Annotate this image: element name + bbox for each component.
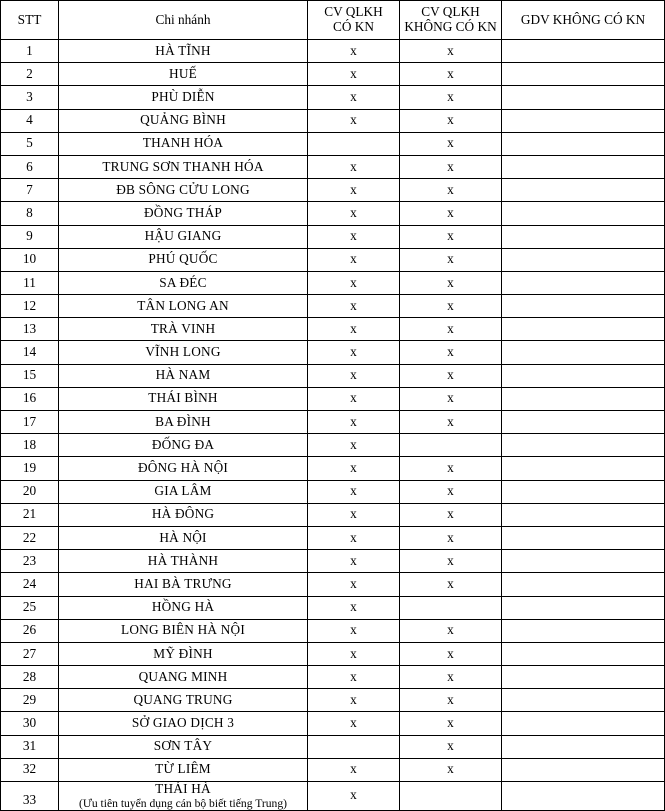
branch-name: ĐỒNG THÁP xyxy=(143,204,223,220)
branch-name-cell xyxy=(59,248,308,271)
table-row xyxy=(1,132,665,155)
row-index-cell: 19 xyxy=(1,457,59,480)
row-index-cell: 29 xyxy=(1,689,59,712)
mark-cell-gdv-no-kn xyxy=(502,457,665,480)
header-line: CÓ KN xyxy=(332,19,374,34)
branch-name-cell xyxy=(59,735,308,758)
branch-name-cell xyxy=(59,758,308,781)
mark-cell-gdv-no-kn xyxy=(502,434,665,457)
mark-cell-cv-no-kn: x xyxy=(400,202,502,225)
mark-cell-cv-no-kn: x xyxy=(400,387,502,410)
mark-cell-cv-kn: x xyxy=(308,503,400,526)
mark-cell-cv-kn: x xyxy=(308,295,400,318)
mark-cell-cv-kn: x xyxy=(308,364,400,387)
mark-cell-gdv-no-kn xyxy=(502,225,665,248)
branch-name-cell xyxy=(59,387,308,410)
branch-name: QUẢNG BÌNH xyxy=(140,112,226,128)
mark-cell-cv-kn: x xyxy=(308,86,400,109)
branch-name: ĐỐNG ĐA xyxy=(151,436,215,452)
mark-cell-gdv-no-kn xyxy=(502,689,665,712)
branch-name-cell xyxy=(59,526,308,549)
row-index-cell: 23 xyxy=(1,550,59,573)
branch-name: SƠN TÂY xyxy=(153,738,213,754)
table-row xyxy=(1,155,665,178)
row-index-cell: 2 xyxy=(1,63,59,86)
table-row xyxy=(1,63,665,86)
branch-name-cell xyxy=(59,155,308,178)
mark-cell-gdv-no-kn xyxy=(502,318,665,341)
branch-name-cell xyxy=(59,573,308,596)
mark-cell-cv-no-kn: x xyxy=(400,341,502,364)
branch-name: THANH HÓA xyxy=(142,135,224,151)
table-row xyxy=(1,666,665,689)
mark-cell-cv-no-kn: x xyxy=(400,364,502,387)
branch-name-cell xyxy=(59,109,308,132)
mark-cell-gdv-no-kn xyxy=(502,248,665,271)
mark-cell-cv-kn: x xyxy=(308,109,400,132)
mark-cell-cv-kn: x xyxy=(308,480,400,503)
branch-name: QUANG MINH xyxy=(138,668,228,684)
table-row xyxy=(1,434,665,457)
mark-cell-gdv-no-kn xyxy=(502,411,665,434)
mark-cell-cv-no-kn: x xyxy=(400,411,502,434)
mark-cell-cv-kn: x xyxy=(308,619,400,642)
row-index-cell: 9 xyxy=(1,225,59,248)
mark-cell-cv-no-kn: x xyxy=(400,735,502,758)
branch-name-cell xyxy=(59,364,308,387)
column-header-stt xyxy=(1,1,59,40)
mark-cell-gdv-no-kn xyxy=(502,503,665,526)
table-row xyxy=(1,109,665,132)
mark-cell-gdv-no-kn xyxy=(502,619,665,642)
branch-name: HUẾ xyxy=(169,65,197,81)
column-header-cv-qlkh-khong-co-kn xyxy=(400,1,502,40)
branch-name-cell xyxy=(59,295,308,318)
branch-name: SỞ GIAO DỊCH 3 xyxy=(131,715,235,731)
branch-name-cell xyxy=(59,712,308,735)
branch-name: SA ĐÉC xyxy=(159,274,207,290)
header-line: STT xyxy=(17,11,42,27)
branch-name-cell xyxy=(59,271,308,294)
mark-cell-gdv-no-kn xyxy=(502,295,665,318)
row-index-cell: 21 xyxy=(1,503,59,526)
mark-cell-cv-no-kn: x xyxy=(400,526,502,549)
mark-cell-cv-no-kn: x xyxy=(400,271,502,294)
mark-cell-gdv-no-kn xyxy=(502,155,665,178)
table-row xyxy=(1,179,665,202)
row-index-cell: 8 xyxy=(1,202,59,225)
table-row xyxy=(1,782,665,811)
row-index-cell: 4 xyxy=(1,109,59,132)
mark-cell-cv-kn: x xyxy=(308,550,400,573)
branch-name: TRUNG SƠN THANH HÓA xyxy=(102,158,264,174)
branch-name: PHÙ DIỄN xyxy=(151,89,215,105)
branch-name: HÀ TĨNH xyxy=(155,42,211,58)
row-index-cell: 5 xyxy=(1,132,59,155)
mark-cell-cv-kn: x xyxy=(308,179,400,202)
mark-cell-cv-no-kn: x xyxy=(400,63,502,86)
branch-name: ĐB SÔNG CỬU LONG xyxy=(116,181,250,197)
mark-cell-cv-kn: x xyxy=(308,642,400,665)
mark-cell-gdv-no-kn xyxy=(502,40,665,63)
mark-cell-gdv-no-kn xyxy=(502,758,665,781)
mark-cell-gdv-no-kn xyxy=(502,596,665,619)
table-row xyxy=(1,40,665,63)
mark-cell-cv-kn: x xyxy=(308,248,400,271)
mark-cell-gdv-no-kn xyxy=(502,202,665,225)
mark-cell-gdv-no-kn xyxy=(502,735,665,758)
branch-name: LONG BIÊN HÀ NỘI xyxy=(121,622,245,638)
table-row xyxy=(1,735,665,758)
mark-cell-cv-no-kn: x xyxy=(400,758,502,781)
mark-cell-cv-kn: x xyxy=(308,63,400,86)
row-index-cell: 13 xyxy=(1,318,59,341)
mark-cell-cv-no-kn: x xyxy=(400,573,502,596)
row-index-cell: 31 xyxy=(1,735,59,758)
mark-cell-cv-kn: x xyxy=(308,318,400,341)
branch-name-cell xyxy=(59,480,308,503)
branch-name: THÁI HÀ xyxy=(155,781,211,796)
mark-cell-gdv-no-kn xyxy=(502,341,665,364)
mark-cell-cv-kn: x xyxy=(308,202,400,225)
mark-cell-gdv-no-kn xyxy=(502,132,665,155)
mark-cell-gdv-no-kn xyxy=(502,642,665,665)
branch-name: TÂN LONG AN xyxy=(137,297,229,313)
mark-cell-cv-kn: x xyxy=(308,712,400,735)
header-line: CV QLKH xyxy=(324,4,383,20)
row-index-cell: 10 xyxy=(1,248,59,271)
mark-cell-cv-no-kn: x xyxy=(400,457,502,480)
branch-name: MỸ ĐÌNH xyxy=(153,645,213,661)
mark-cell-cv-no-kn: x xyxy=(400,712,502,735)
row-index-cell: 32 xyxy=(1,758,59,781)
table-row xyxy=(1,341,665,364)
mark-cell-cv-kn: x xyxy=(308,271,400,294)
header-line: GDV KHÔNG CÓ KN xyxy=(520,11,646,27)
branch-name-cell xyxy=(59,666,308,689)
mark-cell-cv-kn: x xyxy=(308,526,400,549)
mark-cell-cv-kn: x xyxy=(308,225,400,248)
branch-name-cell xyxy=(59,434,308,457)
branch-name: GIA LÂM xyxy=(154,483,212,499)
branch-name-cell xyxy=(59,341,308,364)
mark-cell-gdv-no-kn xyxy=(502,86,665,109)
mark-cell-cv-no-kn xyxy=(400,782,502,811)
table-row xyxy=(1,318,665,341)
branch-name: HÀ NAM xyxy=(155,367,211,383)
branch-name-cell xyxy=(59,503,308,526)
mark-cell-cv-no-kn: x xyxy=(400,642,502,665)
table-row xyxy=(1,295,665,318)
mark-cell-gdv-no-kn xyxy=(502,782,665,811)
branch-name-cell xyxy=(59,596,308,619)
row-index-cell: 1 xyxy=(1,40,59,63)
branch-name-cell xyxy=(59,318,308,341)
branch-name-cell xyxy=(59,550,308,573)
mark-cell-cv-kn: x xyxy=(308,457,400,480)
mark-cell-cv-no-kn: x xyxy=(400,248,502,271)
branch-note: (Ưu tiên tuyển dụng cán bộ biết tiếng Trung) xyxy=(79,796,287,810)
mark-cell-cv-no-kn: x xyxy=(400,179,502,202)
branch-name: HẬU GIANG xyxy=(144,228,222,244)
mark-cell-cv-no-kn: x xyxy=(400,40,502,63)
row-index-cell: 6 xyxy=(1,155,59,178)
mark-cell-gdv-no-kn xyxy=(502,526,665,549)
mark-cell-cv-kn xyxy=(308,735,400,758)
branch-name-cell xyxy=(59,642,308,665)
branch-name: THÁI BÌNH xyxy=(148,390,218,406)
mark-cell-cv-no-kn: x xyxy=(400,86,502,109)
table-row xyxy=(1,480,665,503)
mark-cell-gdv-no-kn xyxy=(502,63,665,86)
mark-cell-cv-kn: x xyxy=(308,411,400,434)
branch-name: HAI BÀ TRƯNG xyxy=(134,575,232,591)
branch-name-cell xyxy=(59,86,308,109)
column-header-gdv-khong-co-kn xyxy=(502,1,665,40)
row-index-cell: 16 xyxy=(1,387,59,410)
column-header-cv-qlkh-co-kn xyxy=(308,1,400,40)
branch-name: TỪ LIÊM xyxy=(155,761,211,777)
table-row xyxy=(1,225,665,248)
row-index-cell: 26 xyxy=(1,619,59,642)
mark-cell-cv-no-kn: x xyxy=(400,480,502,503)
branch-name-cell xyxy=(59,202,308,225)
mark-cell-gdv-no-kn xyxy=(502,271,665,294)
branch-name-cell xyxy=(59,225,308,248)
mark-cell-cv-no-kn: x xyxy=(400,689,502,712)
header-line: Chi nhánh xyxy=(155,11,211,27)
mark-cell-cv-kn: x xyxy=(308,387,400,410)
branch-name: HÀ THÀNH xyxy=(147,552,219,568)
mark-cell-cv-no-kn: x xyxy=(400,132,502,155)
branch-name-cell xyxy=(59,689,308,712)
mark-cell-cv-no-kn: x xyxy=(400,318,502,341)
table-row xyxy=(1,573,665,596)
row-index-cell: 3 xyxy=(1,86,59,109)
mark-cell-cv-kn: x xyxy=(308,341,400,364)
branch-name: QUANG TRUNG xyxy=(133,691,233,707)
header-row xyxy=(1,1,665,40)
table-row xyxy=(1,526,665,549)
mark-cell-cv-kn: x xyxy=(308,782,400,811)
mark-cell-cv-kn xyxy=(308,132,400,155)
branch-name-cell xyxy=(59,411,308,434)
mark-cell-gdv-no-kn xyxy=(502,387,665,410)
row-index-cell: 18 xyxy=(1,434,59,457)
branch-name: BA ĐÌNH xyxy=(155,413,211,429)
branch-name: TRÀ VINH xyxy=(150,320,216,336)
table-header xyxy=(1,1,665,40)
row-index-cell: 15 xyxy=(1,364,59,387)
row-index-cell: 14 xyxy=(1,341,59,364)
row-index-cell: 25 xyxy=(1,596,59,619)
mark-cell-cv-kn: x xyxy=(308,40,400,63)
row-index-cell: 17 xyxy=(1,411,59,434)
table-row xyxy=(1,411,665,434)
header-line: CV QLKH xyxy=(421,4,480,20)
header-line: KHÔNG CÓ KN xyxy=(404,19,497,34)
column-header-branch xyxy=(59,1,308,40)
mark-cell-cv-no-kn: x xyxy=(400,619,502,642)
row-index-cell: 27 xyxy=(1,642,59,665)
table-row xyxy=(1,364,665,387)
branch-name: VĨNH LONG xyxy=(145,344,221,360)
mark-cell-cv-no-kn: x xyxy=(400,550,502,573)
row-index-cell: 12 xyxy=(1,295,59,318)
branch-name: PHÚ QUỐC xyxy=(148,251,218,267)
row-index-cell: 11 xyxy=(1,271,59,294)
row-index-cell: 28 xyxy=(1,666,59,689)
branch-name-cell xyxy=(59,132,308,155)
branch-name-cell xyxy=(59,619,308,642)
branch-name: HÀ ĐÔNG xyxy=(151,506,215,522)
mark-cell-gdv-no-kn xyxy=(502,480,665,503)
mark-cell-gdv-no-kn xyxy=(502,550,665,573)
row-index-cell: 24 xyxy=(1,573,59,596)
mark-cell-cv-kn: x xyxy=(308,596,400,619)
branch-name: HỒNG HÀ xyxy=(151,599,215,615)
row-index-cell: 20 xyxy=(1,480,59,503)
row-index-cell: 7 xyxy=(1,179,59,202)
branch-name: ĐÔNG HÀ NỘI xyxy=(137,460,229,476)
table-row xyxy=(1,248,665,271)
mark-cell-cv-kn: x xyxy=(308,155,400,178)
table-row xyxy=(1,503,665,526)
mark-cell-cv-no-kn: x xyxy=(400,155,502,178)
mark-cell-cv-no-kn xyxy=(400,596,502,619)
branch-name-cell xyxy=(59,179,308,202)
mark-cell-gdv-no-kn xyxy=(502,666,665,689)
table-row xyxy=(1,642,665,665)
mark-cell-cv-no-kn: x xyxy=(400,666,502,689)
table-row xyxy=(1,86,665,109)
branch-name-cell xyxy=(59,40,308,63)
branch-name: HÀ NỘI xyxy=(159,529,207,545)
mark-cell-cv-kn: x xyxy=(308,758,400,781)
table-row xyxy=(1,202,665,225)
mark-cell-gdv-no-kn xyxy=(502,712,665,735)
table-row xyxy=(1,387,665,410)
table-row xyxy=(1,619,665,642)
table-row xyxy=(1,271,665,294)
table-row xyxy=(1,550,665,573)
branch-name-cell xyxy=(59,63,308,86)
mark-cell-cv-kn: x xyxy=(308,434,400,457)
mark-cell-gdv-no-kn xyxy=(502,364,665,387)
mark-cell-cv-no-kn: x xyxy=(400,225,502,248)
mark-cell-gdv-no-kn xyxy=(502,179,665,202)
mark-cell-cv-no-kn: x xyxy=(400,503,502,526)
table-row xyxy=(1,457,665,480)
branch-name-cell xyxy=(59,457,308,480)
row-index-cell: 30 xyxy=(1,712,59,735)
table-row xyxy=(1,758,665,781)
row-index-cell: 22 xyxy=(1,526,59,549)
mark-cell-cv-no-kn: x xyxy=(400,295,502,318)
mark-cell-cv-no-kn xyxy=(400,434,502,457)
mark-cell-gdv-no-kn xyxy=(502,109,665,132)
mark-cell-cv-no-kn: x xyxy=(400,109,502,132)
mark-cell-cv-kn: x xyxy=(308,666,400,689)
branch-name-cell xyxy=(59,782,308,811)
mark-cell-gdv-no-kn xyxy=(502,573,665,596)
mark-cell-cv-kn: x xyxy=(308,689,400,712)
table-row xyxy=(1,712,665,735)
row-index-cell: 33 xyxy=(1,782,59,811)
table-body xyxy=(1,40,665,811)
mark-cell-cv-kn: x xyxy=(308,573,400,596)
table-row xyxy=(1,689,665,712)
table-row xyxy=(1,596,665,619)
